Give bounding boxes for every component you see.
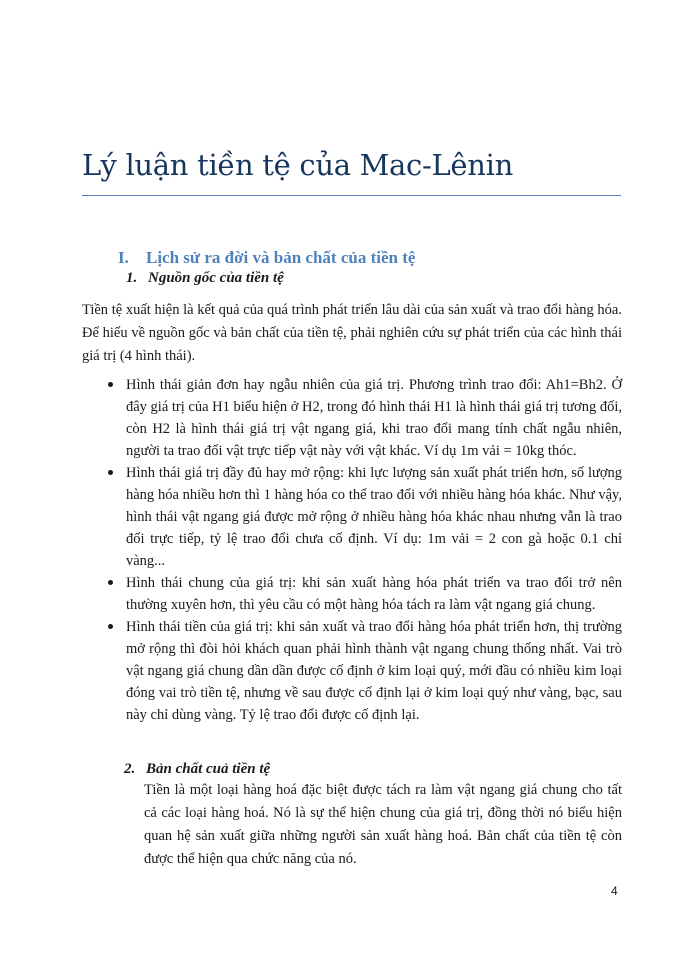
list-item [108,572,622,616]
list-item [108,616,622,726]
section-title: Lịch sử ra đời và bản chất của tiền tệ [146,248,416,267]
page-title: Lý luận tiền tệ của Mac-Lênin [82,148,513,182]
list-item-text: Hình thái giản đơn hay ngẫu nhiên của giá trị. Phương trình trao đổi: Ah1=Bh2. Ở đây giá trị của H1 biểu hiện ở H2, trong đó hình thái H1 là hình thái giá trị tương đối, còn H2 là hình thái giá trị vật ngang giá, khi trao đổi mang tính chất ngẫu nhiên, người ta trao đổi vật trực tiếp vật này với vật khác. Ví dụ 1m vải = 10kg thóc. [126,377,622,459]
list-item-text: Hình thái tiền của giá trị: khi sản xuất và trao đổi hàng hóa phát triển hơn, thị trường mở rộng thì đòi hỏi khách quan phải hình thành vật ngang chung thống nhất. Vai trò vật ngang giá chung dần dần được cố định ở kim loại quý, mới đầu có nhiều kim loại đóng vai trò tiền tệ, nhưng về sau được cố định lại ở kim loại quý như vàng, bạc, sau này chỉ dùng vàng. Tỷ lệ trao đổi được cố định lại. [126,619,622,723]
list-item-text: Hình thái giá trị đầy đủ hay mở rộng: khi lực lượng sản xuất phát triển hơn, số lượng hàng hóa nhiều hơn thì 1 hàng hóa co thể trao đổi với nhiều hàng hóa khác. Như vậy, hình thái vật ngang giá được mở rộng ở nhiều hàng hóa khác nhau nhưng vẫn là trao đổi trực tiếp, tỷ lệ trao đổi chưa cố định. Ví dụ: 1m vải = 2 con gà hoặc 0.1 chỉ vàng... [126,465,622,569]
bullet-icon [108,624,113,629]
origin-intro-paragraph: Tiền tệ xuất hiện là kết quả của quá trình phát triển lâu dài của sản xuất và trao đổi hàng hóa. Để hiểu về nguồn gốc và bản chất của tiền tệ, phải nghiên cứu sự phát triển của các hình thái giá trị (4 hình thái). [82,302,622,364]
bullet-icon [108,382,113,387]
bullet-icon [108,580,113,585]
subsection-title-nature: Bản chất cuả tiền tệ [146,761,271,777]
title-underline [82,195,621,196]
nature-paragraph: Tiền là một loại hàng hoá đặc biệt được tách ra làm vật ngang giá chung cho tất cả các loại hàng hoá. Nó là sự thể hiện chung của giá trị, đồng thời nó biểu hiện quan hệ sản xuất giữa những người sản xuất hàng hoá. Bản chất của tiền tệ còn được thể hiện qua chức năng của nó. [144,782,622,867]
subsection-heading-nature [124,761,270,778]
value-forms-list [108,374,622,726]
subsection-number-nature: 2. [124,761,136,777]
subsection-title-origin: Nguồn gốc của tiền tệ [148,270,284,286]
section-heading [118,248,415,268]
subsection-number-origin: 1. [126,270,138,286]
list-item [108,462,622,572]
bullet-icon [108,470,113,475]
page-number: 4 [611,884,618,898]
subsection-heading-origin [126,270,284,287]
list-item-text: Hình thái chung của giá trị: khi sản xuất hàng hóa phát triển va trao đổi trở nên thường xuyên hơn, thì yêu cầu có một hàng hóa tách ra làm vật ngang giá chung. [126,575,622,613]
section-number: I. [118,248,129,267]
list-item [108,374,622,462]
